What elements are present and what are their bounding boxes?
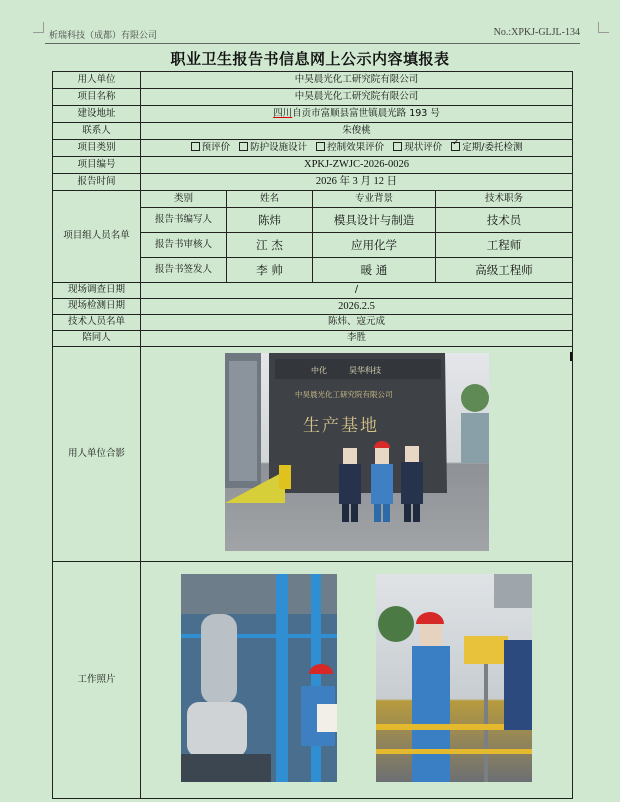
label-address: 建设地址: [53, 106, 141, 123]
label-contact: 联系人: [53, 123, 141, 140]
photo-logo-right: 昊华科技: [348, 366, 381, 376]
row-category: [53, 140, 573, 157]
value-report-date[interactable]: 2026 年 3 月 12 日: [141, 174, 573, 191]
category-option-status-evaluation[interactable]: 现状评价: [393, 142, 442, 153]
team-header-name: 姓名: [227, 191, 313, 208]
row-escort: [53, 331, 573, 347]
row-report-date: [53, 174, 573, 191]
team-role: 报告书审核人: [141, 233, 227, 258]
label-test-date: 现场检测日期: [53, 299, 141, 315]
value-address[interactable]: [141, 106, 573, 123]
work-photo-left-drawing: [181, 574, 337, 782]
checkbox-icon[interactable]: [191, 142, 200, 151]
label-employer: 用人单位: [53, 72, 141, 89]
team-major[interactable]: 模具设计与制造: [313, 208, 436, 233]
team-name[interactable]: 李 帅: [227, 258, 313, 283]
work-photo-left[interactable]: [181, 574, 337, 782]
page-corner-mark: [598, 22, 609, 33]
team-header-title: 技术职务: [436, 191, 573, 208]
category-option-facility-design[interactable]: 防护设施设计: [239, 142, 307, 153]
work-photos-cell: [141, 562, 573, 799]
value-escort[interactable]: 李胜: [141, 331, 573, 347]
page-corner-mark: [33, 22, 44, 33]
address-province: 四川: [273, 107, 293, 119]
report-form-table: [52, 71, 573, 799]
row-team-header: [53, 191, 573, 208]
row-test-date: [53, 299, 573, 315]
value-project-name[interactable]: 中昊晨光化工研究院有限公司: [141, 89, 573, 106]
row-employer: [53, 72, 573, 89]
category-option-control-effect[interactable]: 控制效果评价: [316, 142, 384, 153]
photo-base-text: 生产基地: [302, 416, 379, 437]
category-option-pre-evaluation[interactable]: 预评价: [191, 142, 231, 153]
value-employer[interactable]: 中昊晨光化工研究院有限公司: [141, 72, 573, 89]
address-detail: 自贡市富顺县富世镇晨光路 193 号: [292, 107, 440, 119]
group-photo-drawing: [225, 353, 489, 551]
group-photo[interactable]: [225, 353, 489, 551]
row-address: [53, 106, 573, 123]
team-header-major: 专业背景: [313, 191, 436, 208]
label-escort: 陪同人: [53, 331, 141, 347]
row-survey-date: [53, 283, 573, 299]
category-options: [141, 140, 573, 157]
label-work-photos: 工作照片: [53, 562, 141, 799]
row-work-photos: [53, 562, 573, 799]
team-role: 报告书签发人: [141, 258, 227, 283]
row-project-number: [53, 157, 573, 174]
team-header-role: 类别: [141, 191, 227, 208]
checkbox-icon[interactable]: [316, 142, 325, 151]
label-project-number: 项目编号: [53, 157, 141, 174]
group-photo-cell: [141, 347, 573, 562]
label-project-name: 项目名称: [53, 89, 141, 106]
header-doc-number: No.:XPKJ-GLJL-134: [493, 27, 580, 38]
work-photo-right[interactable]: [376, 574, 532, 782]
photo-sign-text: 中昊晨光化工研究院有限公司: [294, 390, 392, 400]
row-contact: [53, 123, 573, 140]
row-tech-staff: [53, 315, 573, 331]
row-project-name: [53, 89, 573, 106]
value-survey-date[interactable]: /: [141, 283, 573, 299]
value-tech-staff[interactable]: 陈炜、寇元成: [141, 315, 573, 331]
value-test-date[interactable]: 2026.2.5: [141, 299, 573, 315]
team-major[interactable]: 暖 通: [313, 258, 436, 283]
value-project-number[interactable]: XPKJ-ZWJC-2026-0026: [141, 157, 573, 174]
document-title: 职业卫生报告书信息网上公示内容填报表: [170, 50, 450, 68]
header-rule: [45, 43, 580, 44]
team-name[interactable]: 陈炜: [227, 208, 313, 233]
checked-checkbox-icon[interactable]: [451, 142, 460, 151]
label-team: 项目组人员名单: [53, 191, 141, 283]
label-report-date: 报告时间: [53, 174, 141, 191]
header-company: 析瑞科技（成都）有限公司: [49, 31, 158, 41]
label-survey-date: 现场调查日期: [53, 283, 141, 299]
label-tech-staff: 技术人员名单: [53, 315, 141, 331]
category-option-periodic-testing[interactable]: ✓ 定期/委托检测: [451, 142, 522, 153]
team-major[interactable]: 应用化学: [313, 233, 436, 258]
team-title[interactable]: 高级工程师: [436, 258, 573, 283]
label-category: 项目类别: [53, 140, 141, 157]
team-title[interactable]: 技术员: [436, 208, 573, 233]
checkbox-icon[interactable]: [239, 142, 248, 151]
checkbox-icon[interactable]: [393, 142, 402, 151]
team-role: 报告书编写人: [141, 208, 227, 233]
team-name[interactable]: 江 杰: [227, 233, 313, 258]
team-title[interactable]: 工程师: [436, 233, 573, 258]
value-contact[interactable]: 朱俊桃: [141, 123, 573, 140]
work-photo-right-drawing: [376, 574, 532, 782]
label-group-photo: 用人单位合影: [53, 347, 141, 562]
photo-logo-left: 中化: [310, 366, 327, 376]
row-group-photo: [53, 347, 573, 562]
